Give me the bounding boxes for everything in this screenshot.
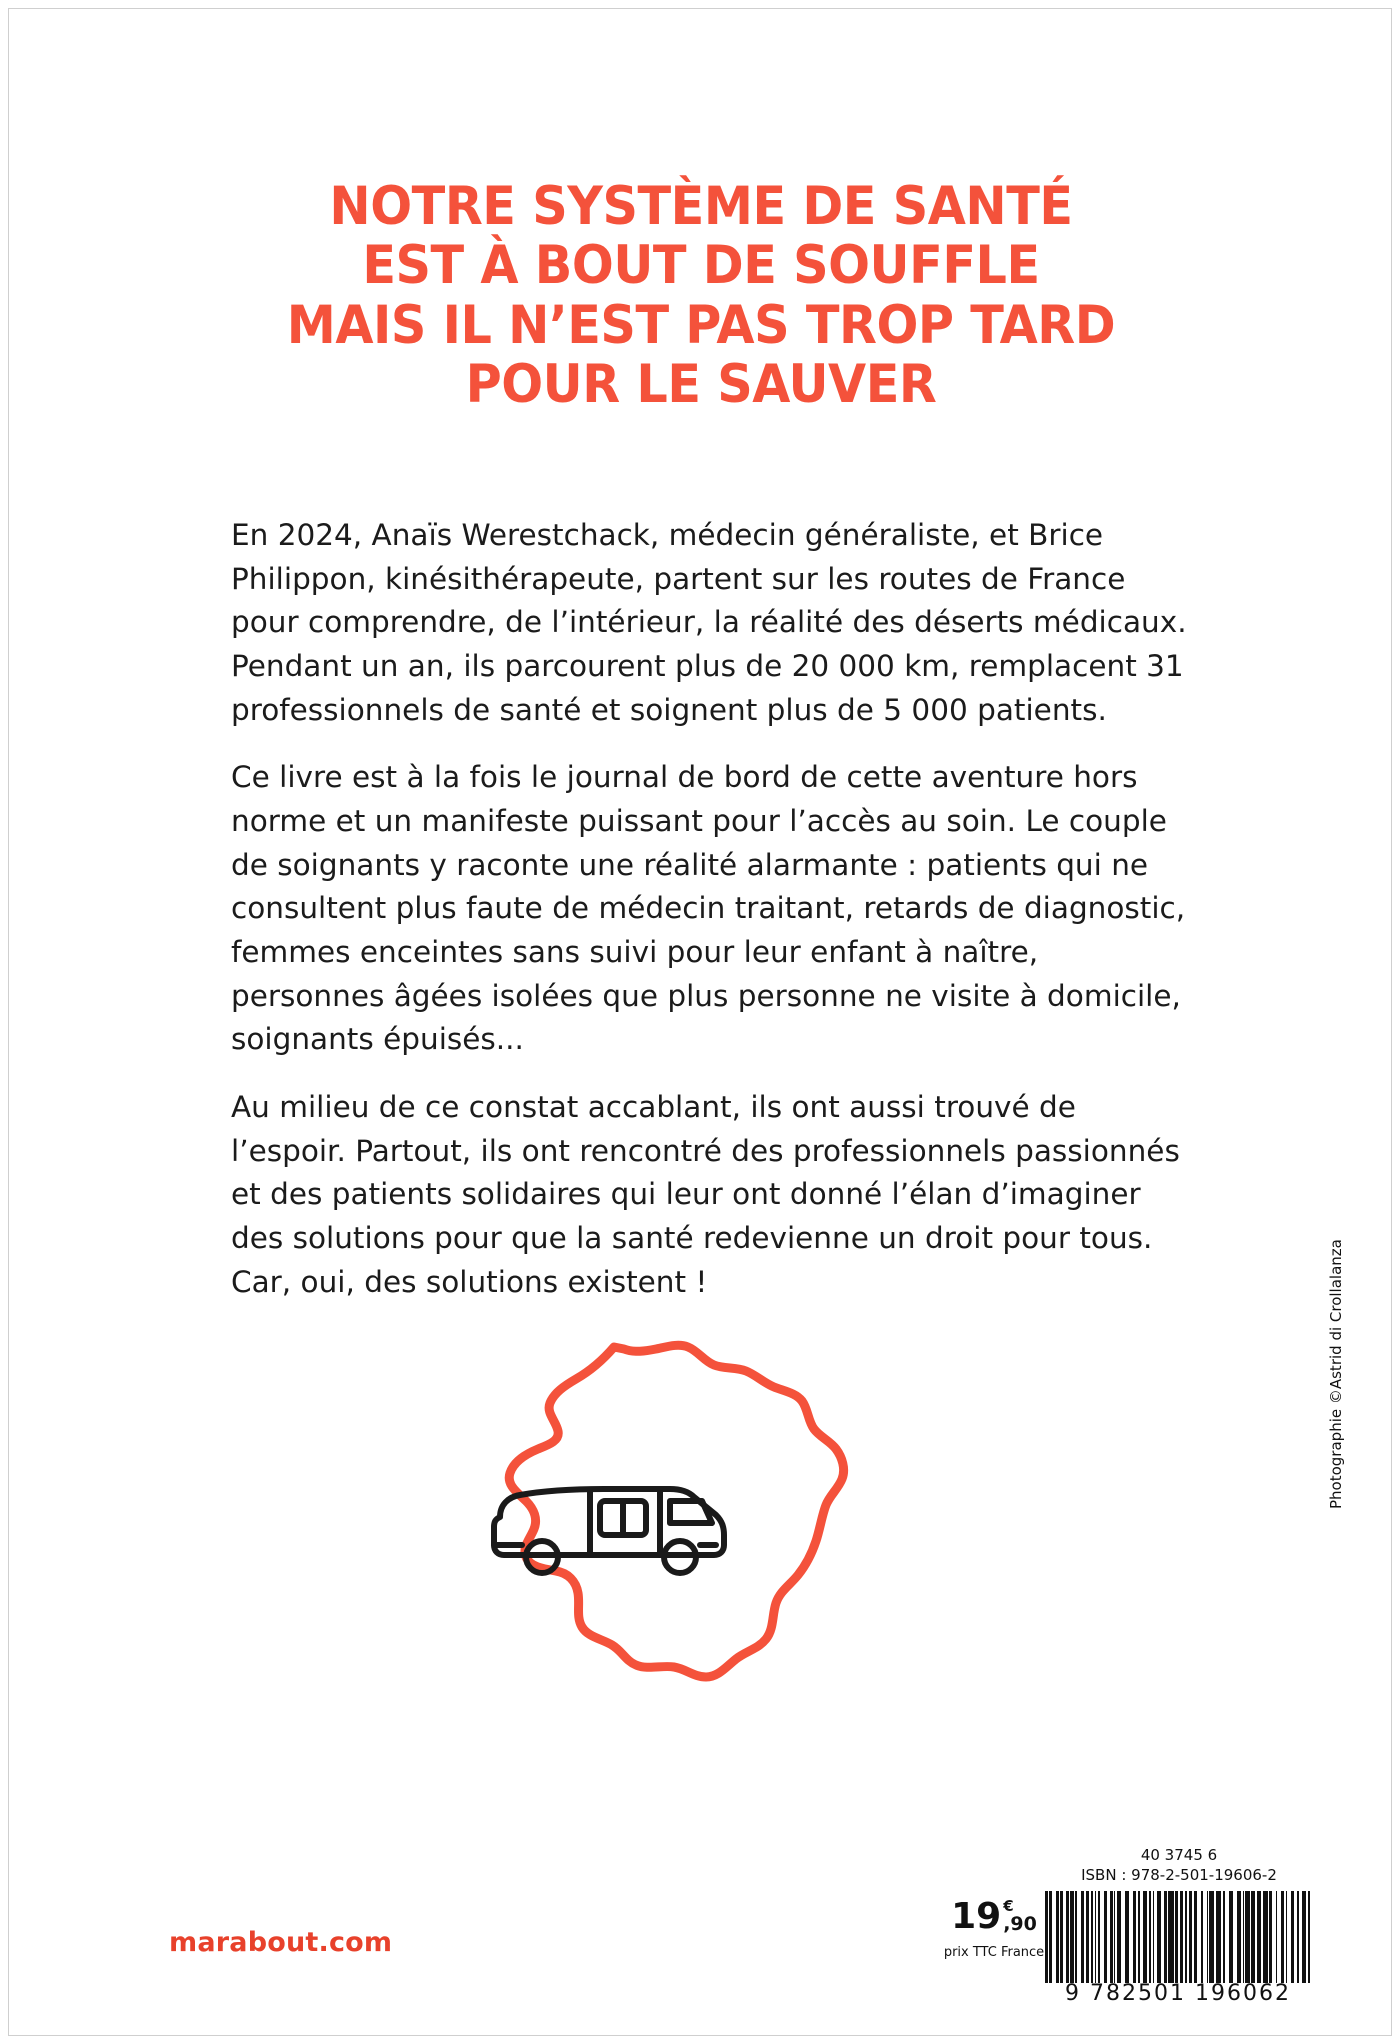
publisher-domain: .com (318, 1927, 393, 1958)
headline-line-2: EST À BOUT DE SOUFFLE (362, 235, 1040, 297)
isbn-reference: 40 3745 6 (1140, 1846, 1218, 1864)
price-block (939, 1896, 1049, 1960)
price-amount: 19 (951, 1896, 1002, 1937)
price-superscript (1003, 1899, 1037, 1934)
blurb-paragraph-3: Au milieu de ce constat accablant, ils ont aussi trouvé de l’espoir. Partout, ils ont rencontré des professionnels passionnés et des patients solidaires qui leur ont donné l’élan d’imaginer des solutions pour que la santé redevienne un droit pour tous. Car, oui, des solutions existent ! (231, 1089, 1180, 1299)
price-cents: ,90 (1003, 1913, 1037, 1935)
blurb-text (231, 514, 1191, 1304)
headline-line-3: MAIS IL N’EST PAS TROP TARD (286, 294, 1116, 356)
isbn-block (1049, 1845, 1309, 1886)
headline-line-1: NOTRE SYSTÈME DE SANTÉ (329, 176, 1073, 237)
publisher-name: marabout (169, 1927, 319, 1958)
isbn-label: ISBN : 978-2-501-19606-2 (1081, 1866, 1277, 1885)
illustration-france-van (464, 1309, 894, 1709)
blurb-paragraph-1: En 2024, Anaïs Werestchack, médecin généraliste, et Brice Philippon, kinésithérapeute, partent sur les routes de France pour comprendre, de l’intérieur, la réalité des déserts médicaux. Pendant un an, ils parcourent plus de 20 000 km, remplacent 31 professionnels de santé et soignent plus de 5 000 patients. (231, 518, 1187, 727)
photo-credit: Photographie ©Astrid di Crollalanza (1327, 1239, 1345, 1509)
blurb-paragraph-2: Ce livre est à la fois le journal de bord de cette aventure hors norme et un manifeste puissant pour l’accès au soin. Le couple de soignants y raconte une réalité alarmante : patients qui ne consultent plus faute de médecin traitant, retards de diagnostic, femmes enceintes sans suivi pour leur enfant à naître, personnes âgées isolées que plus personne ne visite à domicile, soignants épuisés... (231, 760, 1186, 1057)
price-currency: € (1003, 1897, 1014, 1915)
page-title (169, 177, 1233, 414)
publisher-logo (169, 1927, 392, 1958)
barcode-bars (1045, 1891, 1311, 1983)
barcode-digits: 9 782501 196062 (1065, 1981, 1291, 2006)
book-back-cover (8, 8, 1392, 2036)
barcode (1045, 1891, 1311, 2006)
france-map-icon (509, 1345, 843, 1677)
headline-line-4: POUR LE SAUVER (465, 354, 937, 416)
price-note: prix TTC France (943, 1945, 1045, 1960)
